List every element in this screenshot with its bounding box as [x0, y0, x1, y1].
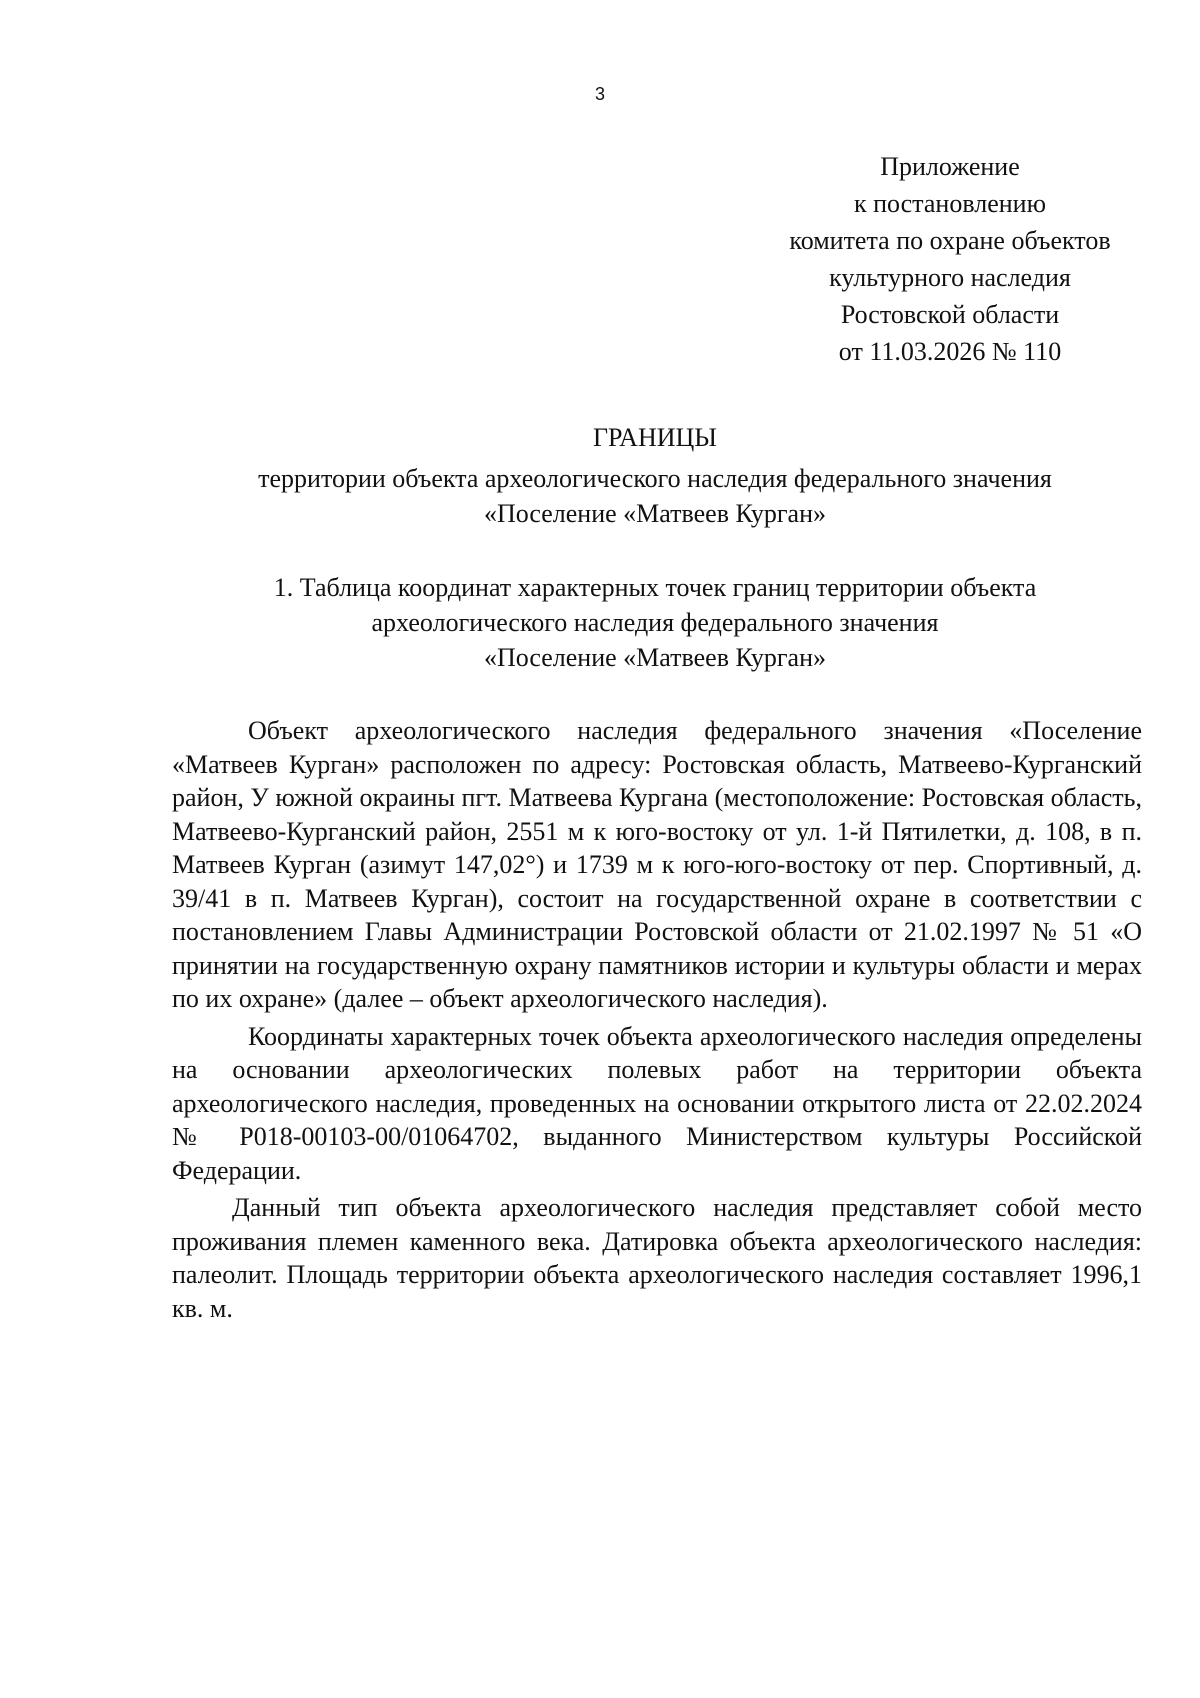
appendix-line: к постановлению [853, 189, 1047, 218]
title-line: «Поселение «Матвеев Курган» [483, 499, 827, 528]
body-paragraph: Объект археологического наследия федерального значения «Поселение «Матвеев Курган» расположен по адресу: Ростовская область, Матвеево-Курганский район, У южной окраины пгт. Матвеева Кургана (местоположение: Ростовская область, Матвеево-Курганский район, 2551 м к юго-востоку от ул. 1-й Пятилетки, д. 108, в п. Матвеев Курган (азимут 147,02°) и 1739 м к юго-юго-востоку от пер. Спортивный, д. 39/41 в п. Матвеев Курган), состоит на государственной охране в соответствии с постановлением Главы Администрации Ростовской области от 21.02.1997 № 51 «О принятии на государственную охрану памятников истории и культуры области и мерах по их охране» (далее – объект археологического наследия). [172, 716, 1142, 1013]
title-line: территории объекта археологического наследия федерального значения [258, 464, 1052, 493]
body-paragraph: Координаты характерных точек объекта археологического наследия определены на основании археологических полевых работ на территории объекта археологического наследия, проведенных на основании открытого листа от 22.02.2024 № Р018-00103-00/01064702, выданного Министерством культуры Российской Федерации. [172, 1021, 1142, 1185]
appendix-line: культурного наследия [829, 263, 1071, 292]
title-main: ГРАНИЦЫ [593, 423, 717, 452]
section-heading-line: 1. Таблица координат характерных точек границ территории объекта [273, 573, 1037, 602]
section-heading-line: археологического наследия федерального значения [371, 608, 939, 637]
appendix-line: от 11.03.2026 № 110 [838, 337, 1062, 366]
appendix-line: Ростовской области [840, 300, 1060, 329]
section-heading [160, 570, 1150, 675]
appendix-line: Приложение [880, 152, 1020, 181]
appendix-line: комитета по охране объектов [789, 226, 1111, 255]
section-heading-line: «Поселение «Матвеев Курган» [483, 643, 827, 672]
body-text [172, 714, 1142, 1329]
body-paragraph: Данный тип объекта археологического наследия представляет собой место проживания племен каменного века. Датировка объекта археологического наследия: палеолит. Площадь территории объекта археологического наследия составляет 1996,1 кв. м. [172, 1193, 1142, 1323]
document-title [160, 420, 1150, 531]
appendix-reference [770, 148, 1130, 370]
page-number: 3 [594, 84, 605, 104]
